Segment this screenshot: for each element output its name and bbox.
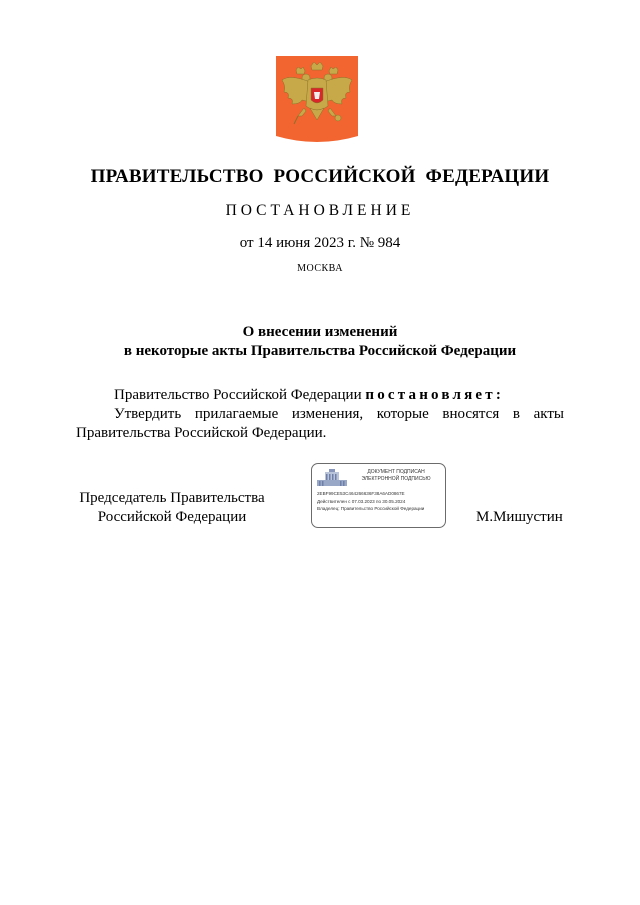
document-city: МОСКВА (297, 263, 343, 274)
certificate-serial: 2EBF99CE53C464266636F38A6AD0867E (317, 491, 405, 496)
signer-name: М.Мишустин (476, 509, 563, 525)
subject-line-2: в некоторые акты Правительства Российской Федерации (123, 343, 517, 359)
signer-position-line-1: Председатель Правительства (79, 490, 265, 506)
approval-paragraph: Утвердить прилагаемые изменения, которые вносятся в акты Правительства Российской Федерации. (76, 406, 564, 441)
certificate-owner: Владелец: Правительство Российской Федерации (317, 506, 425, 511)
resolution-paragraph (114, 386, 504, 405)
electronic-signature-stamp (311, 463, 446, 528)
signer-position (72, 489, 272, 527)
signer-position-line-2: Российской Федерации (97, 509, 247, 525)
stamp-header-line-1: ДОКУМЕНТ ПОДПИСАН (367, 469, 425, 475)
stamp-header-line-2: ЭЛЕКТРОННОЙ ПОДПИСЬЮ (361, 476, 431, 482)
resolution-verb: постановляет: (365, 387, 505, 403)
certificate-validity: Действителен с 07.03.2023 по 30.05.2024 (317, 499, 406, 504)
government-title: ПРАВИТЕЛЬСТВО РОССИЙСКОЙ ФЕДЕРАЦИИ (90, 166, 550, 187)
subject-line-1: О внесении изменений (242, 324, 398, 340)
document-date-number: от 14 июня 2023 г. № 984 (239, 235, 401, 251)
document-type: ПОСТАНОВЛЕНИЕ (225, 202, 415, 219)
signature-stamp-emblem-icon (317, 469, 347, 487)
document-subject (0, 323, 640, 361)
coat-of-arms-icon (276, 56, 358, 142)
resolution-intro: Правительство Российской Федерации (114, 387, 366, 403)
stamp-header (348, 469, 444, 483)
